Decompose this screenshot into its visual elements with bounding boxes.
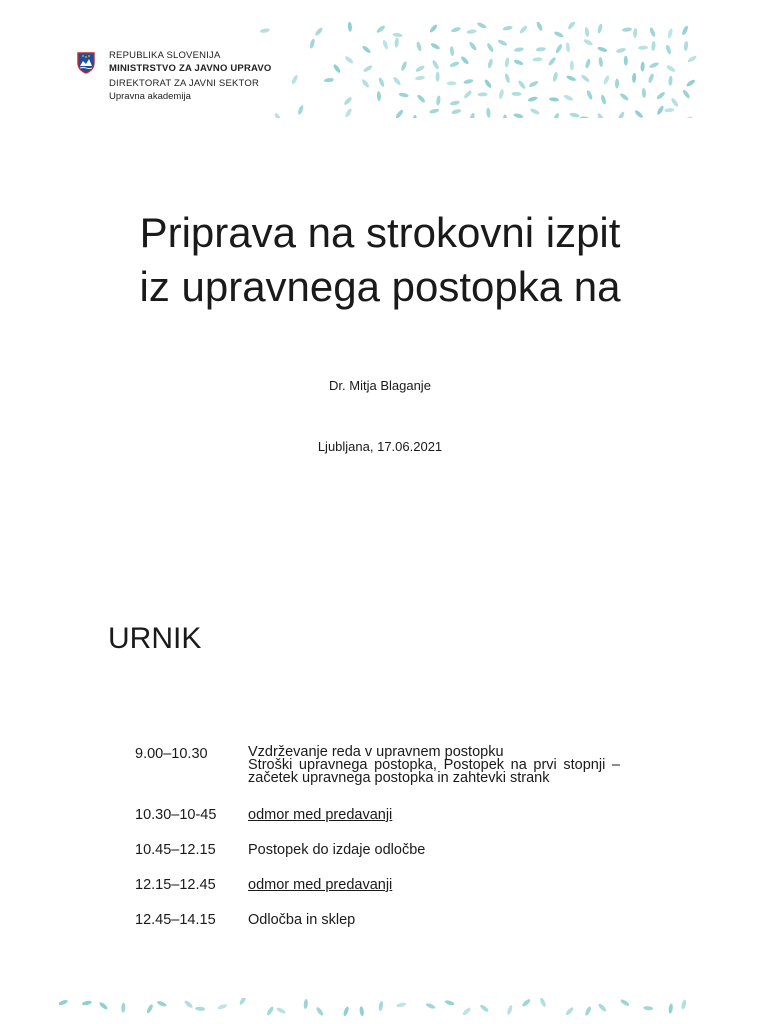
- leaf-shape: [363, 64, 374, 73]
- leaf-shape: [82, 1000, 93, 1006]
- leaf-shape: [156, 1000, 167, 1007]
- leaf-shape: [400, 61, 408, 72]
- leaf-shape: [239, 998, 248, 1006]
- leaf-shape: [260, 28, 271, 34]
- leaf-shape: [600, 94, 607, 105]
- slovenia-coat-of-arms-icon: [77, 52, 95, 74]
- leaf-shape: [634, 109, 644, 118]
- schedule-time: 10.30–10-45: [135, 807, 217, 823]
- leaf-shape: [633, 28, 638, 38]
- leaf-shape: [617, 111, 626, 118]
- leaf-shape: [449, 46, 454, 56]
- leaf-shape: [462, 1007, 472, 1017]
- leaf-shape: [665, 44, 672, 55]
- leaf-shape: [497, 39, 508, 47]
- leaf-shape: [416, 41, 423, 52]
- schedule-description-line: Stroški upravnega postopka, Postopek na prvi stopnji – začetek upravnega postopka in zahtevki strank: [248, 757, 620, 786]
- leaf-shape: [463, 89, 473, 99]
- leaf-shape: [624, 56, 628, 66]
- leaf-shape: [656, 105, 665, 116]
- leaf-shape: [536, 47, 546, 52]
- leaf-shape: [395, 109, 404, 118]
- schedule-time: 9.00–10.30: [135, 746, 208, 762]
- ministry-name: MINISTRSTVO ZA JAVNO UPRAVO: [109, 63, 272, 74]
- leaf-shape: [616, 47, 627, 53]
- leaf-shape: [615, 78, 619, 88]
- leaf-shape: [309, 38, 316, 49]
- schedule-description: Postopek do izdaje odločbe: [248, 842, 426, 858]
- schedule-description-line: Vzdrževanje reda v upravnem postopku: [248, 744, 504, 760]
- leaf-shape: [597, 1003, 607, 1013]
- leaf-shape: [511, 92, 521, 96]
- leaf-shape: [532, 57, 542, 62]
- leaf-shape: [632, 73, 637, 83]
- leaf-shape: [580, 116, 590, 118]
- leaf-shape: [502, 114, 507, 118]
- leaf-shape: [584, 58, 591, 69]
- schedule-slide: [59, 560, 701, 1024]
- leaf-shape: [638, 45, 648, 50]
- leaf-shape: [569, 112, 580, 118]
- slide-title: [59, 206, 701, 314]
- leaf-shape: [539, 998, 547, 1008]
- directorate-name: DIREKTORAT ZA JAVNI SEKTOR: [109, 78, 260, 89]
- leaf-shape: [552, 71, 559, 82]
- leaf-shape: [683, 41, 688, 51]
- leaf-shape: [469, 112, 476, 118]
- leaf-shape: [468, 41, 477, 51]
- leaf-shape: [359, 1006, 364, 1016]
- leaf-shape: [619, 92, 629, 101]
- leaf-pattern-bottom: [59, 998, 701, 1024]
- leaf-shape: [668, 76, 673, 86]
- leaf-shape: [376, 24, 386, 33]
- leaf-shape: [583, 38, 594, 46]
- leaf-shape: [394, 37, 399, 47]
- leaf-shape: [504, 57, 510, 68]
- leaf-shape: [640, 62, 645, 72]
- leaf-shape: [622, 27, 632, 32]
- leaf-shape: [273, 112, 282, 118]
- leaf-shape: [514, 47, 525, 53]
- leaf-shape: [687, 55, 698, 64]
- schedule-time: 10.45–12.15: [135, 842, 216, 858]
- leaf-shape: [315, 1006, 324, 1016]
- leaf-shape: [528, 80, 539, 88]
- leaf-shape: [681, 25, 689, 36]
- leaf-shape: [620, 998, 631, 1007]
- leaf-shape: [451, 26, 462, 33]
- leaf-shape: [276, 1006, 287, 1014]
- leaf-shape: [553, 30, 564, 38]
- leaf-shape: [476, 22, 487, 29]
- leaf-shape: [502, 25, 513, 31]
- leaf-shape: [670, 97, 679, 107]
- leaf-shape: [382, 39, 389, 50]
- leaf-shape: [429, 108, 440, 114]
- leaf-shape: [647, 73, 654, 84]
- leaf-shape: [649, 61, 660, 69]
- leaf-shape: [436, 72, 440, 82]
- leaf-shape: [59, 999, 68, 1006]
- leaf-shape: [504, 73, 511, 84]
- leaf-shape: [643, 1006, 653, 1011]
- leaf-shape: [415, 75, 425, 80]
- leaf-shape: [378, 1001, 384, 1012]
- leaf-shape: [570, 61, 574, 71]
- leaf-shape: [430, 42, 441, 50]
- leaf-shape: [506, 1005, 513, 1016]
- leaf-shape: [466, 29, 477, 35]
- leaf-shape: [597, 46, 608, 53]
- leaf-shape: [563, 94, 574, 102]
- leaf-shape: [343, 96, 353, 106]
- schedule-description: [248, 746, 620, 785]
- leaf-shape: [483, 78, 492, 88]
- leaf-shape: [486, 42, 495, 53]
- title-slide: [59, 22, 701, 542]
- leaf-shape: [332, 63, 341, 73]
- leaf-shape: [378, 77, 386, 88]
- leaf-shape: [436, 95, 441, 105]
- leaf-shape: [513, 59, 524, 66]
- leaf-shape: [685, 79, 695, 88]
- leaf-shape: [460, 55, 470, 65]
- leaf-shape: [347, 22, 352, 32]
- leaf-shape: [450, 100, 461, 106]
- leaf-shape: [664, 108, 674, 113]
- leaf-shape: [597, 112, 606, 118]
- leaf-shape: [377, 91, 382, 101]
- leaf-shape: [398, 92, 409, 98]
- leaf-pattern-top: [259, 22, 701, 118]
- schedule-time: 12.45–14.15: [135, 912, 216, 928]
- leaf-shape: [649, 27, 657, 38]
- leaf-shape: [478, 92, 488, 96]
- leaf-shape: [266, 1006, 275, 1017]
- leaf-shape: [411, 114, 417, 118]
- leaf-shape: [597, 23, 604, 34]
- leaf-shape: [195, 1006, 205, 1011]
- leaf-shape: [429, 23, 439, 33]
- leaf-shape: [361, 78, 370, 88]
- author-name: Dr. Mitja Blaganje: [329, 378, 431, 393]
- leaf-shape: [651, 41, 656, 51]
- leaf-shape: [183, 999, 193, 1008]
- leaf-shape: [521, 998, 531, 1008]
- leaf-shape: [344, 108, 353, 118]
- leaf-shape: [463, 78, 474, 84]
- leaf-shape: [681, 999, 687, 1010]
- leaf-shape: [656, 91, 666, 100]
- leaf-shape: [416, 94, 426, 104]
- place-and-date: Ljubljana, 17.06.2021: [317, 439, 443, 454]
- leaf-shape: [549, 97, 559, 102]
- schedule-description: odmor med predavanji: [248, 807, 393, 823]
- leaf-shape: [527, 96, 538, 103]
- leaf-shape: [566, 75, 577, 82]
- leaf-shape: [479, 1004, 489, 1013]
- leaf-shape: [303, 999, 308, 1009]
- leaf-shape: [567, 22, 576, 30]
- leaf-shape: [530, 108, 541, 116]
- leaf-shape: [415, 64, 426, 72]
- leaf-shape: [392, 76, 401, 86]
- leaf-shape: [297, 105, 304, 116]
- leaf-shape: [396, 1002, 407, 1008]
- leaf-shape: [324, 78, 334, 83]
- leaf-shape: [565, 42, 570, 52]
- leaf-shape: [642, 88, 647, 98]
- leaf-shape: [552, 112, 560, 118]
- leaf-shape: [449, 61, 460, 68]
- leaf-shape: [536, 22, 544, 32]
- leaf-shape: [683, 115, 694, 118]
- leaf-shape: [584, 27, 589, 37]
- schedule-time: 12.15–12.45: [135, 877, 216, 893]
- academy-name: Upravna akademija: [109, 91, 191, 102]
- leaf-shape: [519, 24, 529, 34]
- leaf-shape: [547, 56, 556, 66]
- leaf-shape: [517, 80, 526, 90]
- leaf-shape: [446, 81, 456, 85]
- leaf-shape: [121, 1003, 126, 1013]
- leaf-shape: [291, 74, 299, 85]
- leaf-shape: [314, 27, 324, 37]
- leaf-shape: [668, 1003, 674, 1014]
- leaf-shape: [361, 45, 371, 54]
- leaf-shape: [425, 1002, 436, 1010]
- leaf-shape: [586, 90, 594, 101]
- schedule-heading: URNIK: [108, 622, 202, 655]
- title-line-2: iz upravnega postopka na: [139, 263, 621, 310]
- leaf-shape: [603, 75, 611, 86]
- schedule-description: odmor med predavanji: [248, 877, 393, 893]
- leaf-shape: [431, 59, 440, 70]
- leaf-shape: [667, 28, 673, 39]
- leaf-shape: [486, 108, 491, 118]
- leaf-shape: [146, 1003, 154, 1014]
- leaf-shape: [555, 43, 563, 54]
- title-line-1: Priprava na strokovni izpit: [139, 209, 621, 256]
- leaf-shape: [498, 89, 504, 100]
- leaf-shape: [580, 74, 590, 83]
- leaf-shape: [392, 32, 402, 37]
- leaf-shape: [217, 1003, 228, 1010]
- leaf-shape: [444, 999, 455, 1006]
- country-name: REPUBLIKA SLOVENIJA: [109, 50, 221, 61]
- leaf-shape: [98, 1001, 108, 1010]
- leaf-shape: [666, 64, 677, 73]
- leaf-shape: [565, 1006, 575, 1016]
- leaf-shape: [344, 55, 354, 64]
- schedule-description: Odločba in sklep: [248, 912, 356, 928]
- leaf-shape: [584, 1006, 592, 1017]
- leaf-shape: [451, 108, 462, 115]
- leaf-shape: [487, 58, 494, 69]
- leaf-shape: [598, 57, 603, 67]
- leaf-shape: [513, 113, 524, 118]
- leaf-shape: [682, 89, 691, 99]
- logo-text: [109, 50, 272, 102]
- leaf-shape: [342, 1006, 349, 1017]
